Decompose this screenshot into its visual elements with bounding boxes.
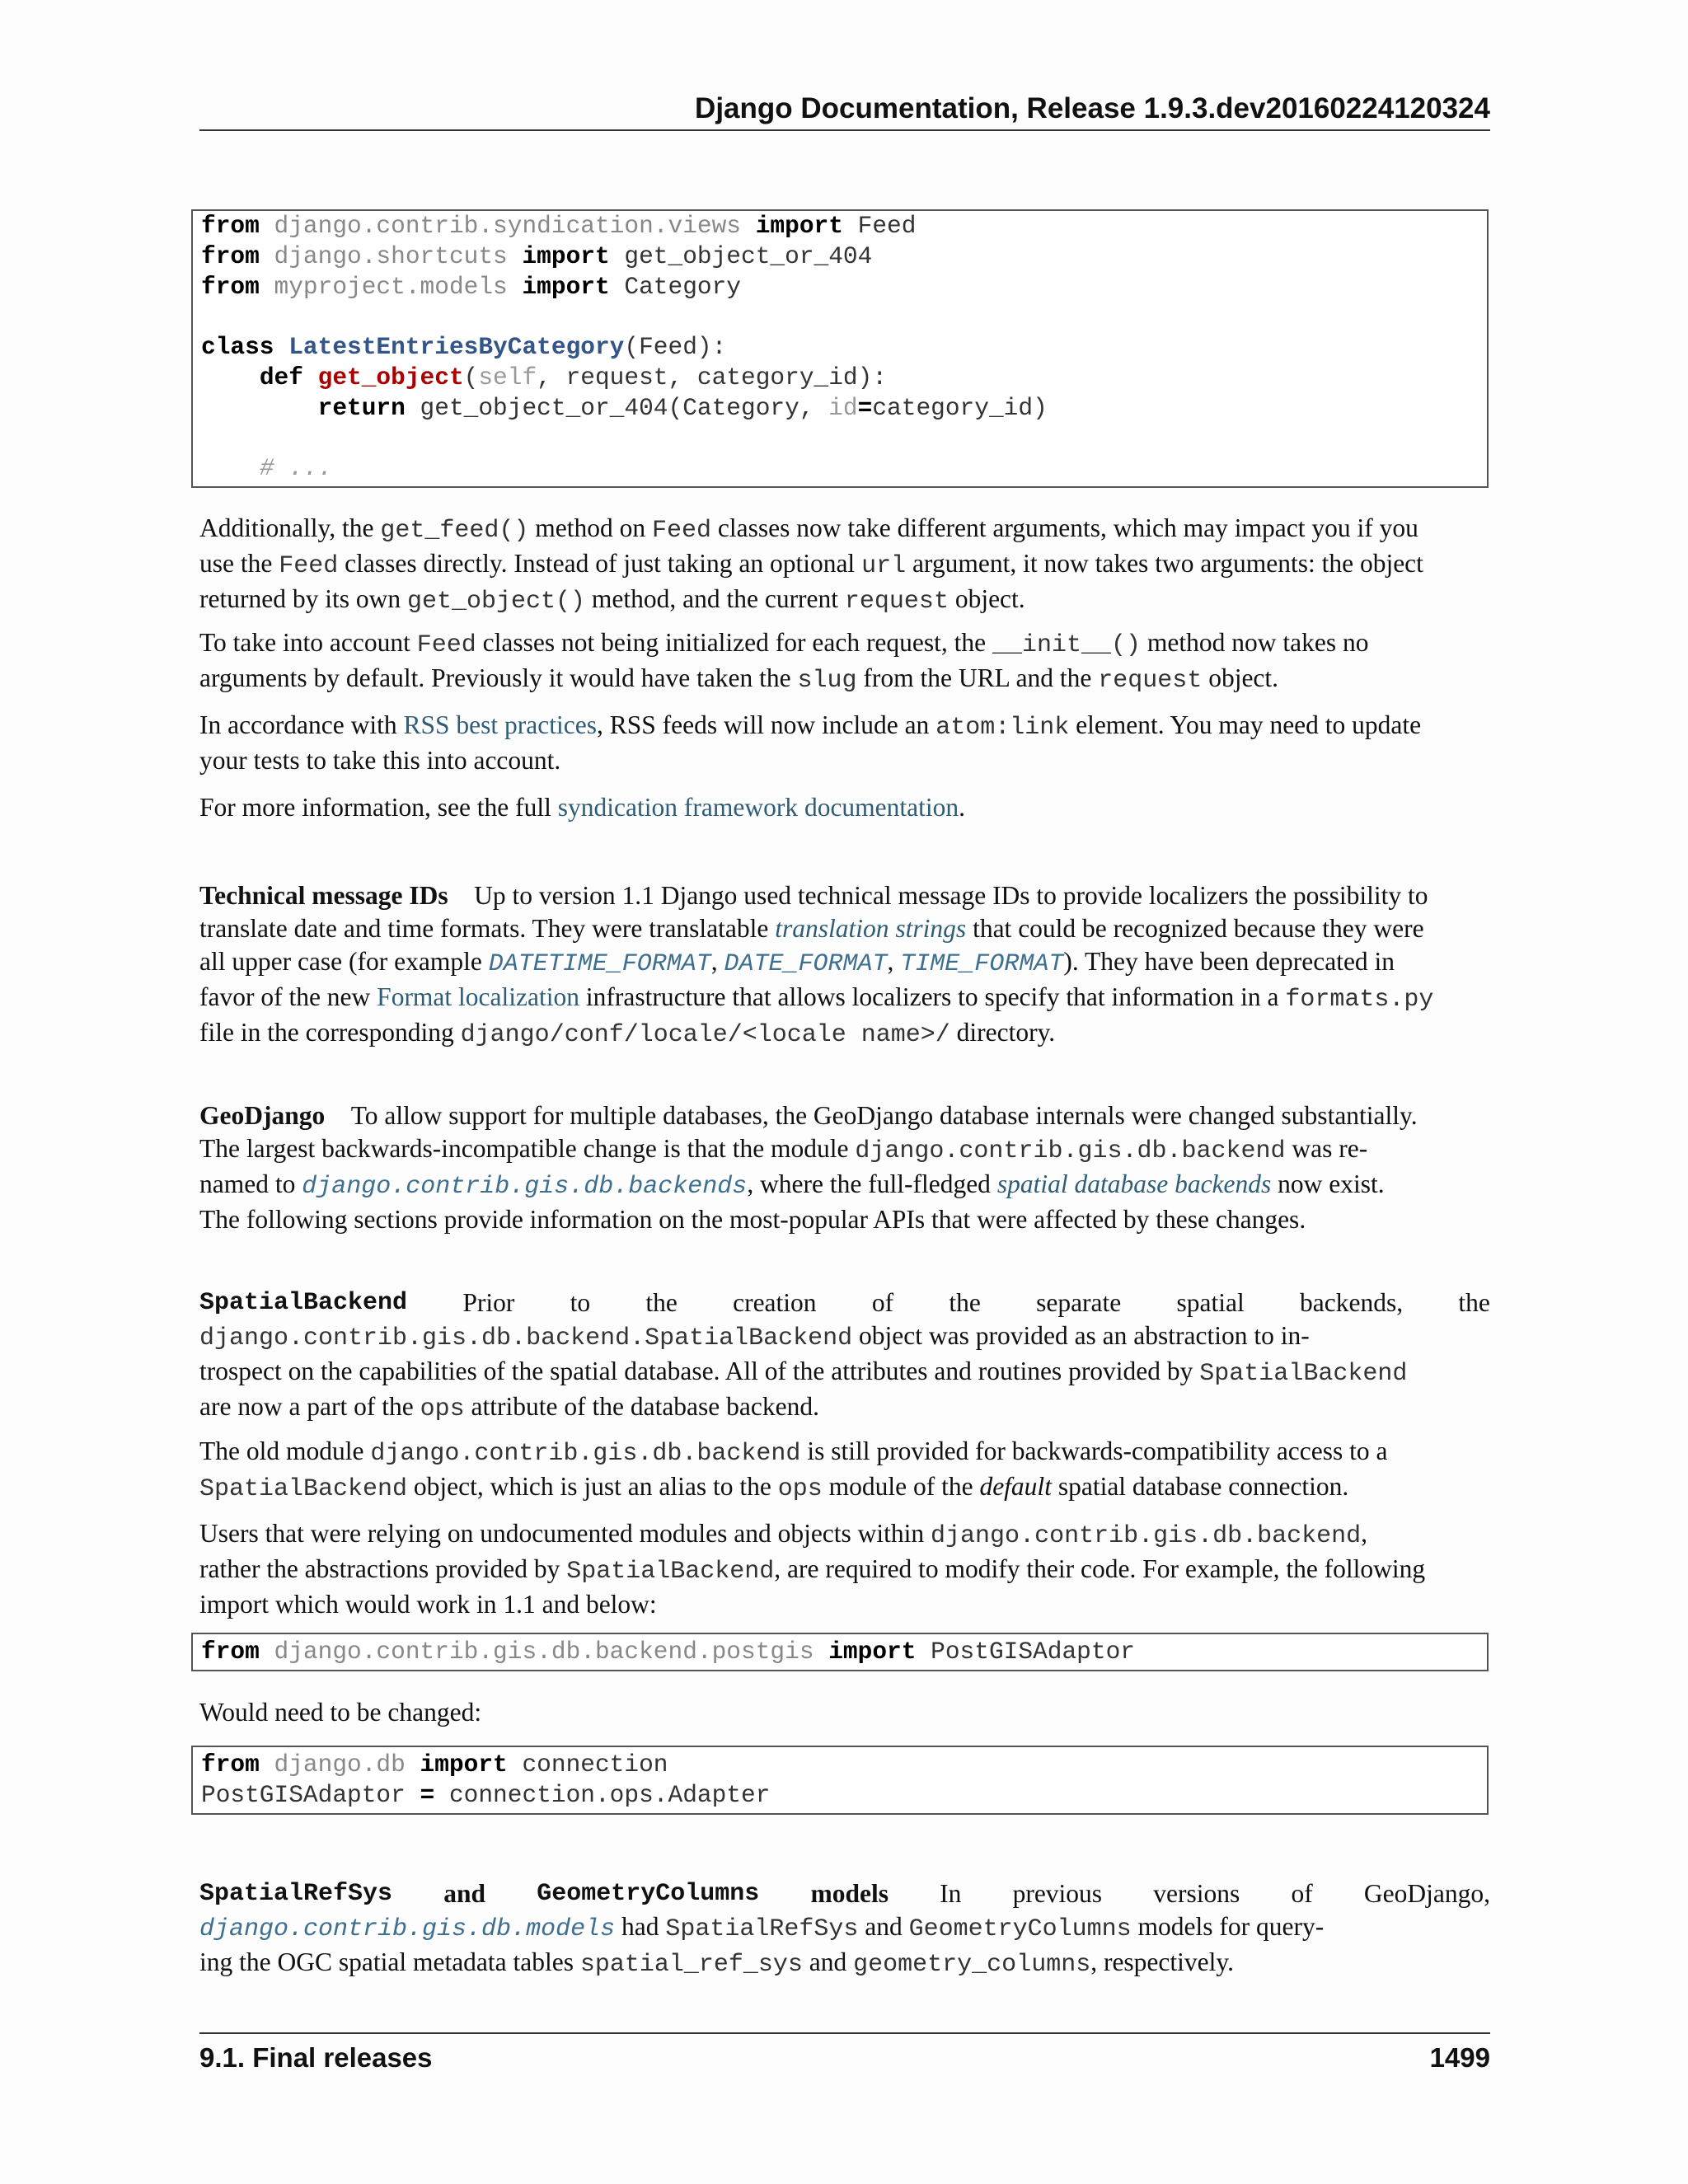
- rss-best-practices-link[interactable]: RSS best practices: [403, 710, 597, 739]
- section-geodjango: GeoDjango To allow support for multiple databases, the GeoDjango database internals were changed substantially. The largest backwards-incompatible change is that the module django.contrib.gis.db.backend was re- named to django.contrib.gis.db.backends, where the full-fledged spatial database backends now exist. The following sections provide information on the most-popular APIs that were affected by these changes.: [199, 1101, 1418, 1234]
- footer-section: 9.1. Final releases: [199, 2042, 433, 2073]
- code-block-new-import: [191, 1746, 1489, 1815]
- paragraph-more-info: For more information, see the full syndication framework documentation.: [199, 793, 966, 822]
- code-block-feed: [191, 209, 1489, 488]
- term-technical-message-ids: Technical message IDs: [199, 881, 448, 910]
- time-format-link[interactable]: TIME_FORMAT: [900, 950, 1064, 978]
- term-spatialrefsys: SpatialRefSys: [199, 1880, 393, 1908]
- code-line: from myproject.models import Category: [201, 272, 742, 301]
- paragraph-need-change: Would need to be changed:: [199, 1698, 482, 1727]
- code-comment: # ...: [259, 454, 333, 483]
- paragraph-undocumented-modules: Users that were relying on undocumented modules and objects within django.contrib.gis.db.backend, rather the abstractions provided by SpatialBackend, are required to modify their code. For example, the following import which would work in 1.1 and below:: [199, 1519, 1426, 1619]
- code-line: from django.shortcuts import get_object_or_404: [201, 241, 873, 270]
- format-localization-link[interactable]: Format localization: [377, 982, 579, 1011]
- paragraph-feed-arguments: Additionally, the get_feed() method on Feed classes now take different arguments, which may impact you if you use the Feed classes directly. Instead of just taking an optional url argument, it now takes two arguments: the object returned by its own get_object() method, and the current request object.: [199, 513, 1423, 616]
- syndication-docs-link[interactable]: syndication framework documentation: [557, 793, 959, 822]
- code-line: def get_object(self, request, category_id):: [259, 363, 888, 391]
- footer-page-number: 1499: [1429, 2042, 1490, 2073]
- code-line: PostGISAdaptor = connection.ops.Adapter: [201, 1781, 771, 1809]
- paragraph-old-module: The old module django.contrib.gis.db.backend is still provided for backwards-compatibility access to a SpatialBackend object, which is just an alias to the ops module of the default spatial database connection.: [199, 1436, 1388, 1503]
- term-spatialbackend: SpatialBackend: [199, 1289, 408, 1317]
- code-block-old-import: from django.contrib.gis.db.backend.postgis import PostGISAdaptor: [191, 1633, 1489, 1671]
- code-line: from django.db import connection: [201, 1750, 668, 1779]
- section-spatialrefsys-models: SpatialRefSys and GeometryColumns models In previous versions of GeoDjango, django.contrib.gis.db.models had SpatialRefSys and GeometryColumns models for query- ing the OGC spatial metadata tables spatial_ref_sys and geometry_columns, respectively.: [199, 1879, 1490, 1979]
- term-geodjango: GeoDjango: [199, 1101, 326, 1130]
- section-spatialbackend: SpatialBackend Prior to the creation of the separate spatial backends, the django.contrib.gis.db.backend.SpatialBackend object was provided as an abstraction to in- trospect on the capabilities of the spatial database. All of the attributes and routines provided by SpatialBackend are now a part of the ops attribute of the database backend.: [199, 1288, 1490, 1423]
- header-rule: [199, 129, 1490, 131]
- gis-db-backends-link[interactable]: django.contrib.gis.db.backends: [302, 1173, 748, 1201]
- term-geometrycolumns: GeometryColumns: [537, 1880, 760, 1908]
- gis-db-models-link[interactable]: django.contrib.gis.db.models: [199, 1915, 616, 1943]
- translation-strings-link[interactable]: translation strings: [775, 914, 967, 943]
- code-line: from django.contrib.syndication.views import Feed: [201, 212, 917, 240]
- spatial-database-backends-link[interactable]: spatial database backends: [996, 1169, 1272, 1198]
- code-line: return get_object_or_404(Category, id=category_id): [317, 393, 1048, 422]
- page-header: Django Documentation, Release 1.9.3.dev20160224120324: [695, 92, 1490, 124]
- datetime-format-link[interactable]: DATETIME_FORMAT: [488, 950, 711, 978]
- section-technical-message-ids: Technical message IDs Up to version 1.1 Django used technical message IDs to provide localizers the possibility to translate date and time formats. They were translatable translation strings that could be recognized because they were all upper case (for example DATETIME_FORMAT, DATE_FORMAT, TIME_FORMAT). They have been deprecated in favor of the new Format localization infrastructure that allows localizers to specify that information in a formats.py file in the corresponding django/conf/locale/<locale name>/ directory.: [199, 881, 1434, 1049]
- footer-rule: [199, 2032, 1490, 2034]
- paragraph-rss-best-practices: In accordance with RSS best practices, RSS feeds will now include an atom:link element. You may need to update your tests to take this into account.: [199, 710, 1422, 775]
- date-format-link[interactable]: DATE_FORMAT: [724, 950, 888, 978]
- code-line: class LatestEntriesByCategory(Feed):: [201, 333, 727, 362]
- paragraph-init-method: To take into account Feed classes not being initialized for each request, the __init__() method now takes no arguments by default. Previously it would have taken the slug from the URL and the request object.: [199, 628, 1369, 695]
